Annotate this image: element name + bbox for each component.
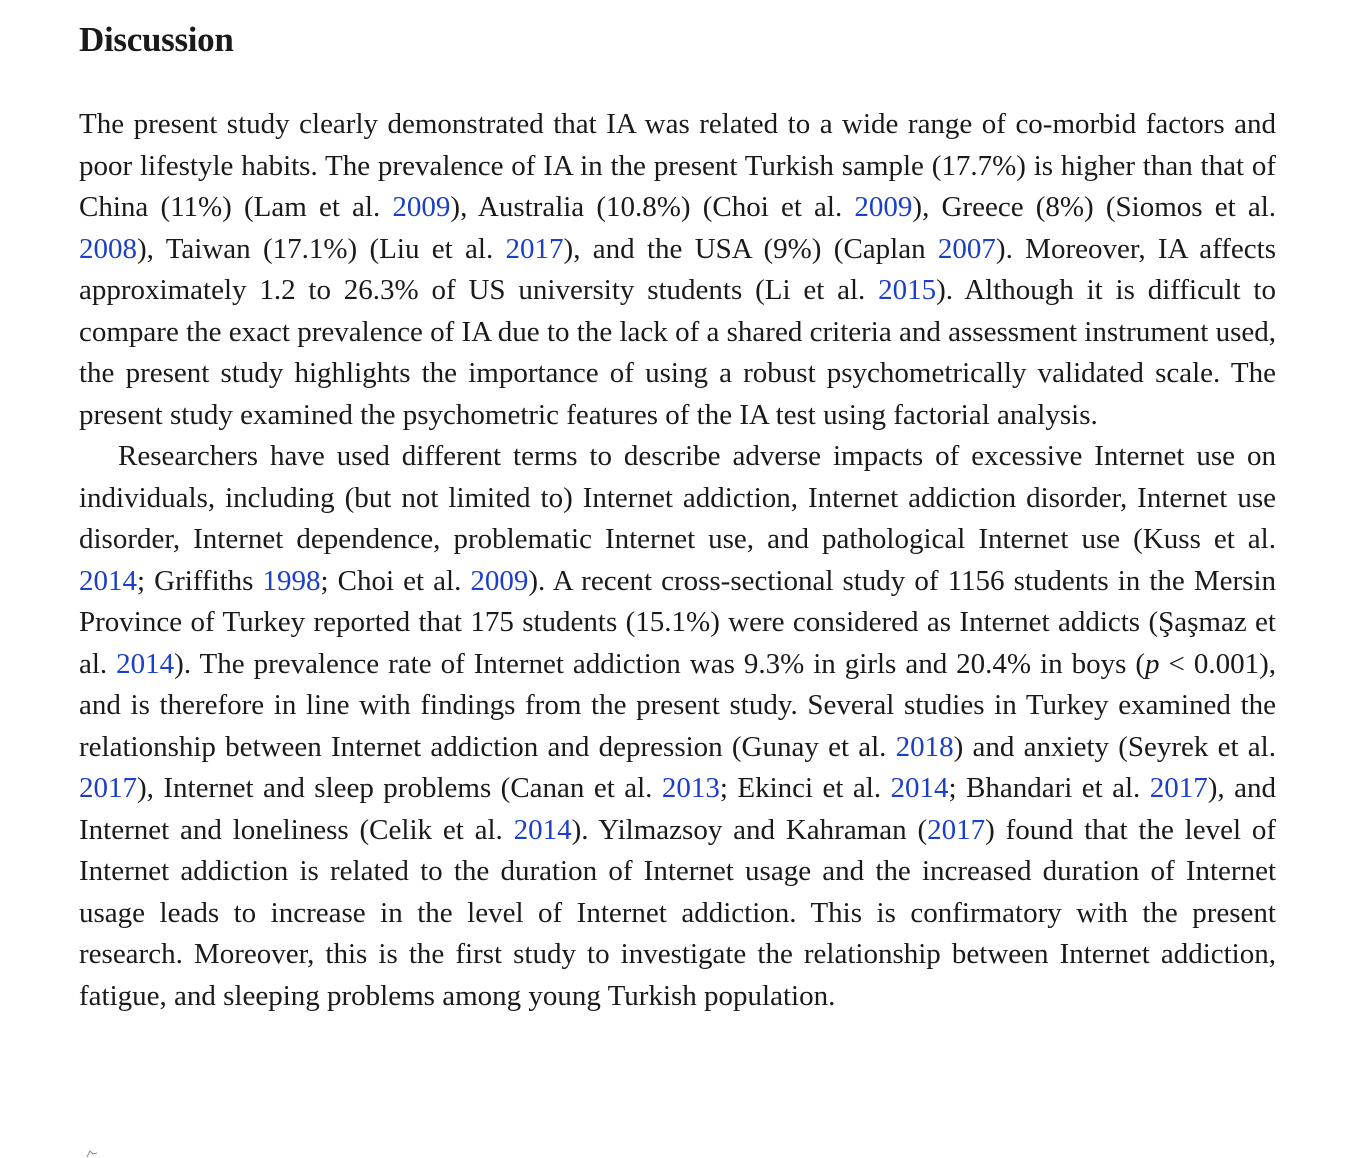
text-run: < 0.001), and is therefore in line with findings from the present study. Several studies in Turkey examined the relationship between Internet addiction and depression (Gunay et al. [79,647,1276,763]
text-run: ; Choi et al. [320,564,471,597]
citation-link[interactable]: 2009 [854,191,913,223]
citation-link[interactable]: 2015 [878,274,937,306]
citation-link[interactable]: 2014 [79,564,137,597]
text-run: ; Griffiths [137,564,263,597]
section-heading: Discussion [79,20,234,59]
citation-link[interactable]: 2014 [890,772,949,804]
text-run: ). A recent cross-sectional study of 1156 students in the Mersin Province of Turkey reported that 175 students (15.1%) were considered as Internet addicts (Şaşmaz et al. [79,564,1276,680]
text-run: ), and the USA (9%) (Caplan [563,232,938,265]
citation-link[interactable]: 2013 [661,772,720,804]
citation-link[interactable]: 2009 [470,564,529,597]
text-run: The present study clearly demonstrated that IA was related to a wide range of co-morbid factors and poor lifestyle habits. The prevalence of IA in the present Turkish sample (17.7%) is higher than that of China (11%) (Lam et al. [79,108,1276,223]
text-run: ). Yilmazsoy and Kahraman ( [571,813,928,846]
paragraph-1 [79,104,1276,436]
citation-link[interactable]: 2009 [392,191,451,223]
italic-variable: p [1145,647,1160,680]
discussion-body [79,104,1276,1017]
text-run: ), and Internet and loneliness (Celik et al. [79,772,1276,846]
citation-link[interactable]: 2017 [79,772,137,804]
text-run: ). The prevalence rate of Internet addiction was 9.3% in girls and 20.4% in boys ( [174,647,1146,680]
text-run: ; Ekinci et al. [719,772,891,804]
pointer-cursor-icon [86,1150,98,1158]
citation-link[interactable]: 2018 [895,730,954,763]
citation-link[interactable]: 2014 [116,647,175,680]
text-run: ), Taiwan (17.1%) (Liu et al. [137,232,506,265]
text-run: Researchers have used different terms to describe adverse impacts of excessive Internet use on individuals, including (but not limited to) Internet addiction, Internet addiction disorder, Internet use disorder, Internet dependence, problematic Internet use, and pathological Internet use (Kuss et al. [79,440,1276,555]
text-run: ). Although it is difficult to compare the exact prevalence of IA due to the lack of a shared criteria and assessment instrument used, the present study highlights the importance of using a robust psychometrically validated scale. The present study examined the psychometric features of the IA test using factorial analysis. [79,274,1276,431]
text-run: ), Internet and sleep problems (Canan et al. [137,772,662,804]
text-run: ). Moreover, IA affects approximately 1.2 to 26.3% of US university students (Li et al. [79,232,1276,306]
text-run: ) and anxiety (Seyrek et al. [953,730,1276,763]
citation-link[interactable]: 2017 [1149,772,1208,804]
text-run: ; Bhandari et al. [948,772,1150,804]
citation-link[interactable]: 1998 [262,564,321,597]
citation-link[interactable]: 2017 [505,232,564,265]
citation-link[interactable]: 2017 [927,813,986,846]
paragraph-2 [79,436,1276,1017]
citation-link[interactable]: 2014 [513,813,572,846]
text-run: ), Australia (10.8%) (Choi et al. [450,191,855,223]
text-run: ), Greece (8%) (Siomos et al. [912,191,1276,223]
text-run: ) found that the level of Internet addiction is related to the duration of Internet usage and the increased duration of Internet usage leads to increase in the level of Internet addiction. This is confirmatory with the present research. Moreover, this is the first study to investigate the relationship between Internet addiction, fatigue, and sleeping problems among young Turkish population. [79,813,1276,1012]
citation-link[interactable]: 2007 [937,232,996,265]
citation-link[interactable]: 2008 [79,232,137,265]
